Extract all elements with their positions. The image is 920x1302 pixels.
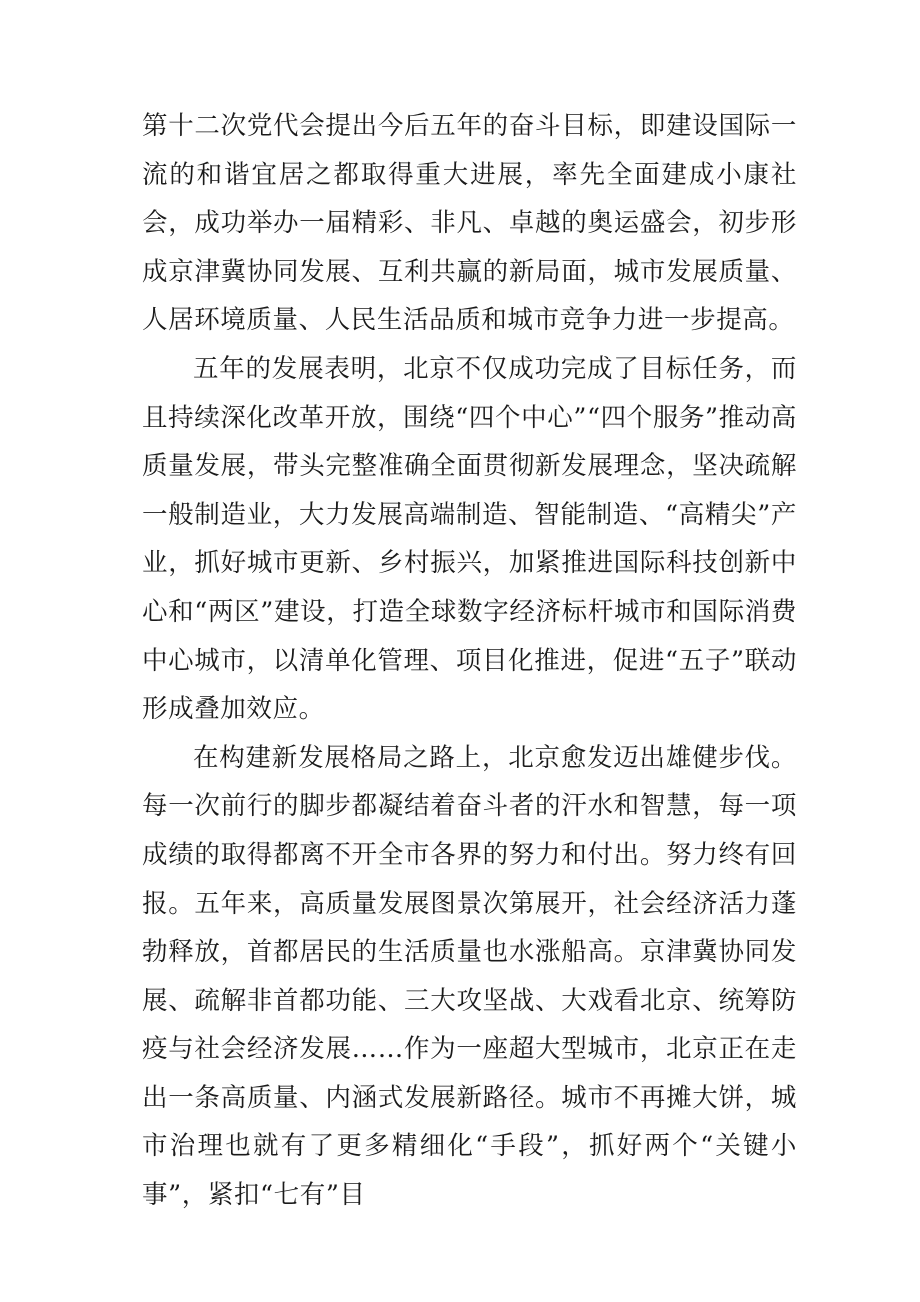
paragraph-3: 在构建新发展格局之路上，北京愈发迈出雄健步伐。每一次前行的脚步都凝结着奋斗者的汗水和智慧，每一项成绩的取得都离不开全市各界的努力和付出。努力终有回报。五年来，高质量发展图景次第展开，社会经济活力蓬勃释放，首都居民的生活质量也水涨船高。京津冀协同发展、疏解非首都功能、三大攻坚战、大戏看北京、统筹防疫与社会经济发展……作为一座超大型城市，北京正在走出一条高质量、内涵式发展新路径。城市不再摊大饼，城市治理也就有了更多精细化“手段”，抓好两个“关键小事”，紧扣“七有”目 bbox=[142, 742, 797, 1211]
paragraph-1: 第十二次党代会提出今后五年的奋斗目标，即建设国际一流的和谐宜居之都取得重大进展，率先全面建成小康社会，成功举办一届精彩、非凡、卓越的奥运盛会，初步形成京津冀协同发展、互利共赢的新局面，城市发展质量、人居环境质量、人民生活品质和城市竞争力进一步提高。 bbox=[142, 111, 797, 336]
document-body bbox=[142, 102, 797, 1220]
paragraph-2: 五年的发展表明，北京不仅成功完成了目标任务，而且持续深化改革开放，围绕“四个中心”“四个服务”推动高质量发展，带头完整准确全面贯彻新发展理念，坚决疏解一般制造业，大力发展高端制造、智能制造、“高精尖”产业，抓好城市更新、乡村振兴，加紧推进国际科技创新中心和“两区”建设，打造全球数字经济标杆城市和国际消费中心城市，以清单化管理、项目化推进，促进“五子”联动形成叠加效应。 bbox=[142, 353, 797, 725]
